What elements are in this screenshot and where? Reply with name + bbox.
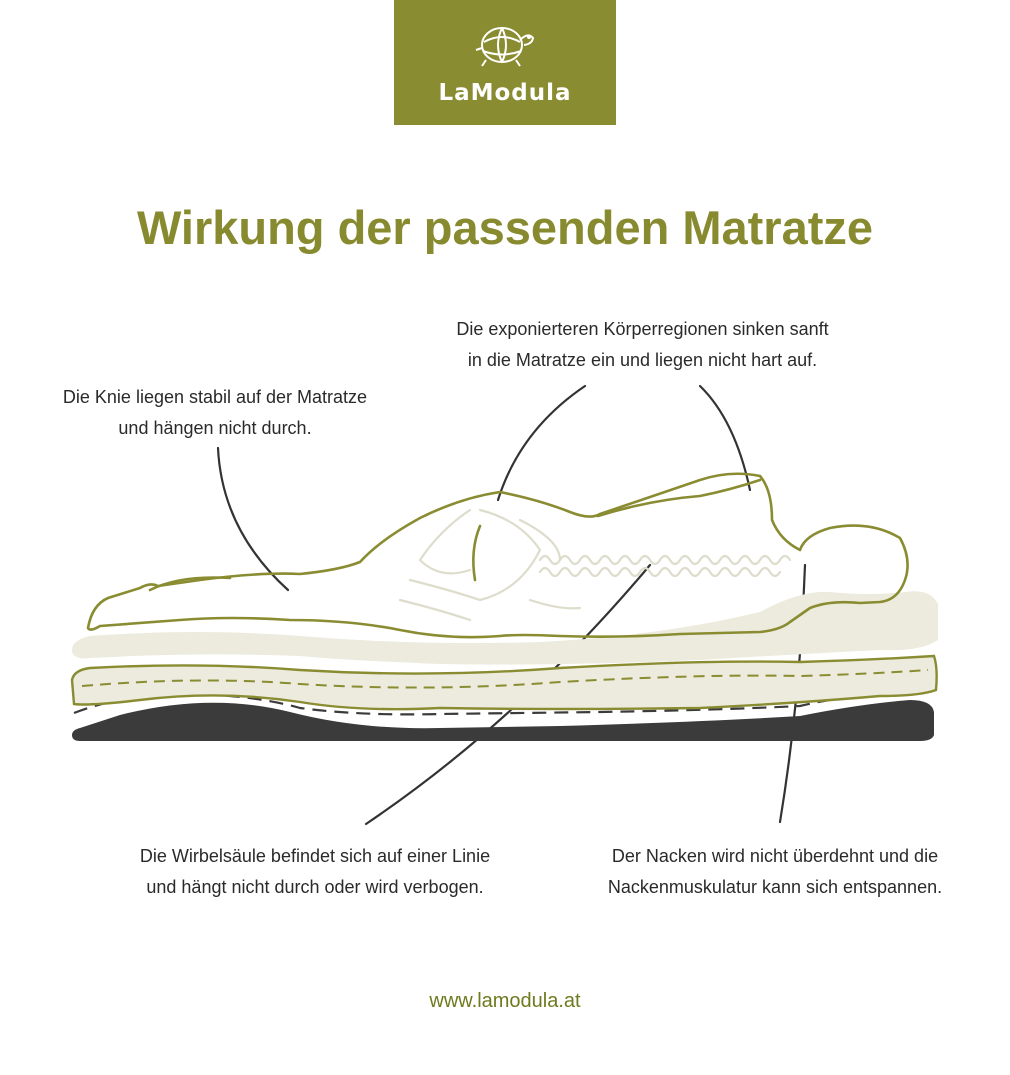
- page-title: Wirkung der passenden Matratze: [136, 201, 874, 254]
- leader-line-exposed-hip: [498, 386, 585, 500]
- annotation-exposed-line2: in die Matratze ein und liegen nicht hart auf.: [467, 350, 818, 370]
- leader-line-knees: [218, 448, 288, 590]
- annotation-exposed-line1: Die exponierteren Körperregionen sinken sanft: [456, 319, 829, 339]
- topper-layer: [72, 591, 938, 664]
- annotation-neck: [555, 841, 995, 903]
- annotation-knees: [20, 382, 410, 444]
- brand-name: LaModula: [438, 80, 572, 106]
- mattress-layers: [72, 591, 938, 741]
- arm-line: [598, 480, 760, 516]
- annotation-exposed-regions: [400, 314, 885, 376]
- annotation-spine-line1: Die Wirbelsäule befindet sich auf einer Linie: [139, 846, 491, 866]
- annotation-neck-line1: Der Nacken wird nicht überdehnt und die: [611, 846, 939, 866]
- annotation-neck-line2: Nackenmuskulatur kann sich entspannen.: [607, 877, 943, 897]
- leader-lines: [218, 386, 805, 824]
- annotation-knees-line1: Die Knie liegen stabil auf der Matratze: [62, 387, 368, 407]
- annotation-spine-line2: und hängt nicht durch oder wird verbogen.: [146, 877, 484, 897]
- annotation-spine: [85, 841, 545, 903]
- leg-line: [150, 578, 230, 591]
- ribcage-line: [473, 526, 480, 580]
- vertebrae: [540, 556, 790, 576]
- annotation-knees-line2: und hängen nicht durch.: [118, 418, 312, 438]
- skeleton-hint: [400, 510, 790, 620]
- website-link[interactable]: www.lamodula.at: [429, 990, 581, 1012]
